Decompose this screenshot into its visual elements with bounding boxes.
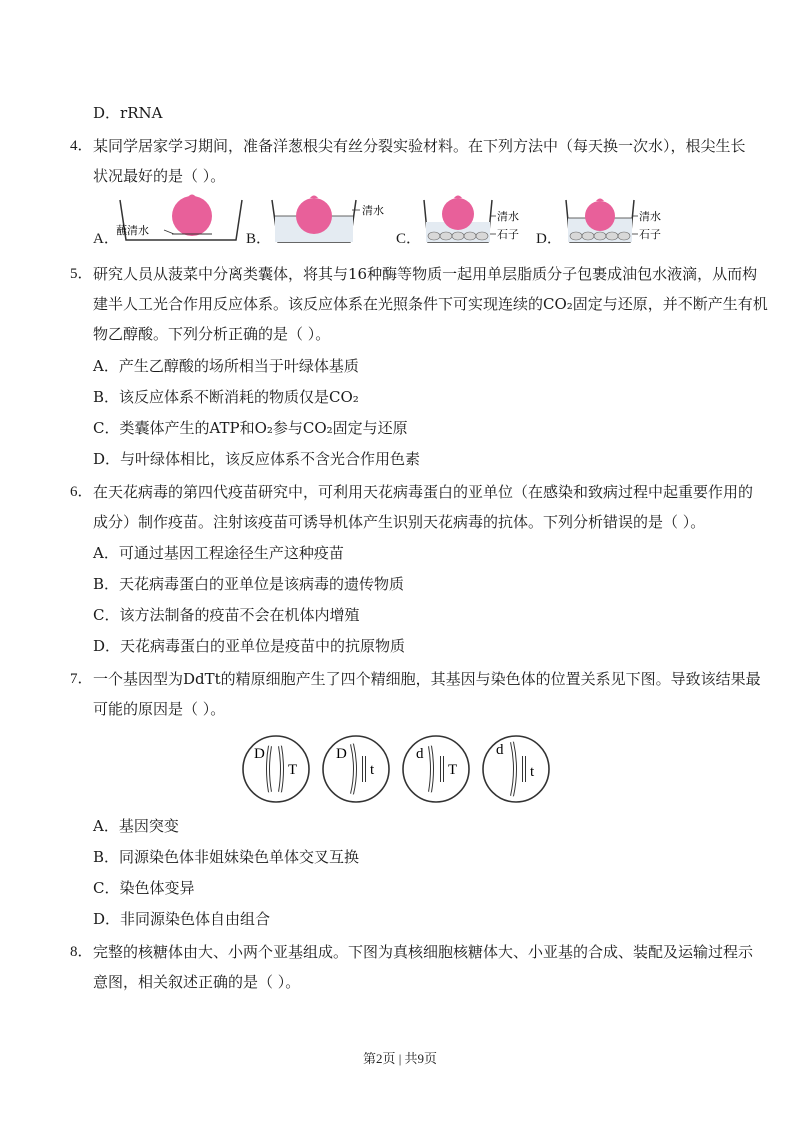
q8-stem-line1: 完整的核糖体由大、小两个亚基组成。下图为真核细胞核糖体大、小亚基的合成、装配及运输过程示 (93, 943, 754, 961)
cell-4 (483, 736, 549, 802)
q6-number: 6． (70, 484, 93, 500)
cell-1-gene-2: T (288, 762, 298, 778)
fig-b-label: 清水 (362, 204, 384, 217)
q5-number: 5． (70, 266, 93, 282)
cell-2-gene-1: D (336, 746, 347, 762)
cell-1 (243, 736, 309, 802)
fig-c-label-water: 清水 (497, 210, 519, 223)
q7-option-a: A．基因突变 (93, 817, 179, 835)
page-footer: 第2页 | 共9页 (362, 1051, 438, 1066)
q6-stem-line1: 在天花病毒的第四代疫苗研究中，可利用天花病毒蛋白的亚单位（在感染和致病过程中起重要作用的 (93, 483, 754, 501)
q4-label-c: C． (396, 231, 422, 247)
q7-cells-figure (240, 732, 560, 806)
q5-option-a: A．产生乙醇酸的场所相当于叶绿体基质 (93, 357, 359, 375)
fig-d-label-water: 清水 (639, 210, 661, 223)
q6-option-d: D．天花病毒蛋白的亚单位是疫苗中的抗原物质 (93, 637, 406, 655)
q5-stem-line2: 建半人工光合作用反应体系。该反应体系在光照条件下可实现连续的CO₂固定与还原，并不断产生有机 (93, 295, 768, 313)
q4-figure-d (560, 196, 672, 246)
q4-stem-line1: 某同学居家学习期间，准备洋葱根尖有丝分裂实验材料。在下列方法中（每天换一次水），根尖生长 (93, 137, 746, 155)
q4-figure-a (112, 194, 247, 246)
q5-option-b: B．该反应体系不断消耗的物质仅是CO₂ (93, 388, 359, 406)
q7-option-b: B．同源染色体非姐妹染色单体交叉互换 (93, 848, 360, 866)
q4-figure-b (266, 192, 396, 246)
fig-d-label-stone: 石子 (639, 228, 661, 241)
q4-stem-line2: 状况最好的是（ ）。 (93, 167, 226, 185)
q7-number: 7． (70, 671, 93, 687)
cell-3-gene-2: T (448, 762, 458, 778)
q6-option-b: B．天花病毒蛋白的亚单位是该病毒的遗传物质 (93, 575, 405, 593)
q7-option-c: C．染色体变异 (93, 879, 195, 897)
q4-label-d: D． (536, 231, 562, 247)
q7-stem-line2: 可能的原因是（ ）。 (93, 700, 226, 718)
cell-4-gene-1: d (496, 742, 504, 758)
cell-3 (403, 736, 469, 802)
q5-stem-line3: 物乙醇酸。下列分析正确的是（ ）。 (93, 325, 331, 343)
cell-4-gene-2: t (530, 764, 535, 780)
q6-stem-line2: 成分）制作疫苗。注射该疫苗可诱导机体产生识别天花病毒的抗体。下列分析错误的是（ ）。 (93, 513, 706, 531)
q4-label-a: A． (93, 231, 119, 247)
q4-figure-c (418, 192, 530, 246)
q5-option-c: C．类囊体产生的ATP和O₂参与CO₂固定与还原 (93, 419, 408, 437)
q8-stem-line2: 意图，相关叙述正确的是（ ）。 (93, 973, 301, 991)
q4-number: 4． (70, 138, 93, 154)
q8-number: 8． (70, 944, 93, 960)
cell-3-gene-1: d (416, 746, 424, 762)
onion-bulb (172, 196, 212, 236)
q5-option-d: D．与叶绿体相比，该反应体系不含光合作用色素 (93, 450, 421, 468)
cell-1-gene-1: D (254, 746, 265, 762)
q4-label-b: B． (246, 231, 272, 247)
fig-a-label: 蘸清水 (116, 224, 149, 237)
q6-option-c: C．该方法制备的疫苗不会在机体内增殖 (93, 606, 360, 624)
q6-option-a: A．可通过基因工程途径生产这种疫苗 (93, 544, 344, 562)
q5-stem-line1: 研究人员从菠菜中分离类囊体，将其与16种酶等物质一起用单层脂质分子包裹成油包水液滴，从而构 (93, 265, 758, 283)
q7-option-d: D．非同源染色体自由组合 (93, 910, 271, 928)
cell-2-gene-2: t (370, 762, 375, 778)
q3-option-d: D．rRNA (93, 104, 163, 122)
fig-c-label-stone: 石子 (497, 228, 519, 241)
cell-2 (323, 736, 389, 802)
q7-stem-line1: 一个基因型为DdTt的精原细胞产生了四个精细胞，其基因与染色体的位置关系见下图。导致该结果最 (93, 670, 761, 688)
